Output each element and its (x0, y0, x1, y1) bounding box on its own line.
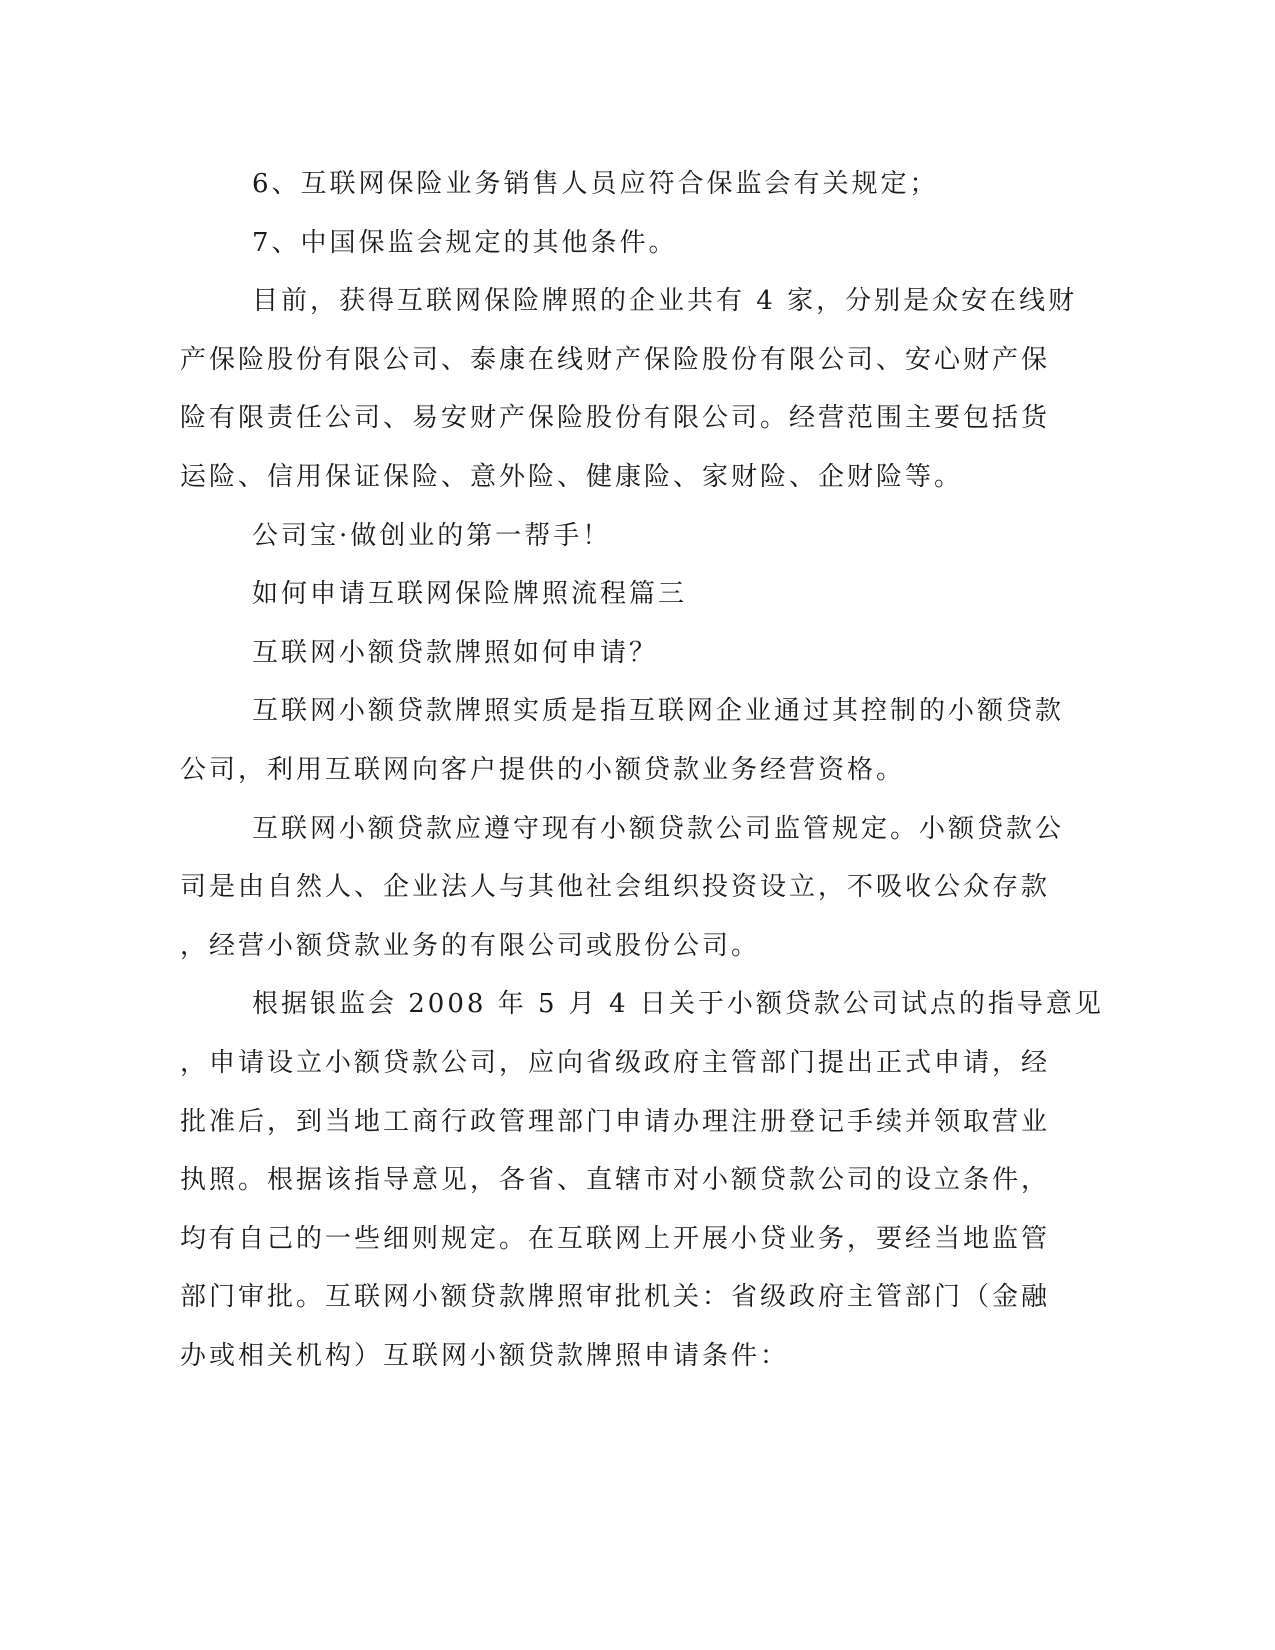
text-line: 险有限责任公司、易安财产保险股份有限公司。经营范围主要包括货 (180, 403, 1051, 434)
text-line: ，申请设立小额贷款公司，应向省级政府主管部门提出正式申请，经 (180, 1047, 1051, 1078)
text-line: 7、中国保监会规定的其他条件。 (252, 227, 678, 258)
text-line: 6、互联网保险业务销售人员应符合保监会有关规定； (252, 169, 939, 199)
text-line: 司是由自然人、企业法人与其他社会组织投资设立，不吸收公众存款 (180, 872, 1051, 903)
text-line: 互联网小额贷款牌照如何申请？ (252, 637, 659, 668)
text-line: 办或相关机构）互联网小额贷款牌照申请条件： (180, 1340, 790, 1371)
text-line: 目前，获得互联网保险牌照的企业共有 4 家，分别是众安在线财 (252, 286, 1078, 317)
text-line: 根据银监会 2008 年 5 月 4 日关于小额贷款公司试点的指导意见 (252, 989, 1104, 1020)
text-line: 执照。根据该指导意见，各省、直辖市对小额贷款公司的设立条件， (180, 1165, 1051, 1196)
text-line: 批准后，到当地工商行政管理部门申请办理注册登记手续并领取营业 (180, 1106, 1051, 1137)
text-line: 公司宝·做创业的第一帮手！ (252, 520, 612, 551)
text-line: 均有自己的一些细则规定。在互联网上开展小贷业务，要经当地监管 (180, 1223, 1051, 1254)
text-line: 运险、信用保证保险、意外险、健康险、家财险、企财险等。 (180, 461, 964, 492)
text-line: 部门审批。互联网小额贷款牌照审批机关：省级政府主管部门（金融 (180, 1282, 1051, 1313)
text-line: 互联网小额贷款牌照实质是指互联网企业通过其控制的小额贷款 (252, 696, 1065, 727)
text-line: 公司，利用互联网向客户提供的小额贷款业务经营资格。 (180, 754, 906, 785)
text-line: 产保险股份有限公司、泰康在线财产保险股份有限公司、安心财产保 (180, 344, 1051, 375)
text-line: 如何申请互联网保险牌照流程篇三 (252, 579, 688, 610)
document-body (180, 155, 1104, 1385)
text-line: ，经营小额贷款业务的有限公司或股份公司。 (180, 930, 761, 961)
text-line: 互联网小额贷款应遵守现有小额贷款公司监管规定。小额贷款公 (252, 813, 1065, 844)
